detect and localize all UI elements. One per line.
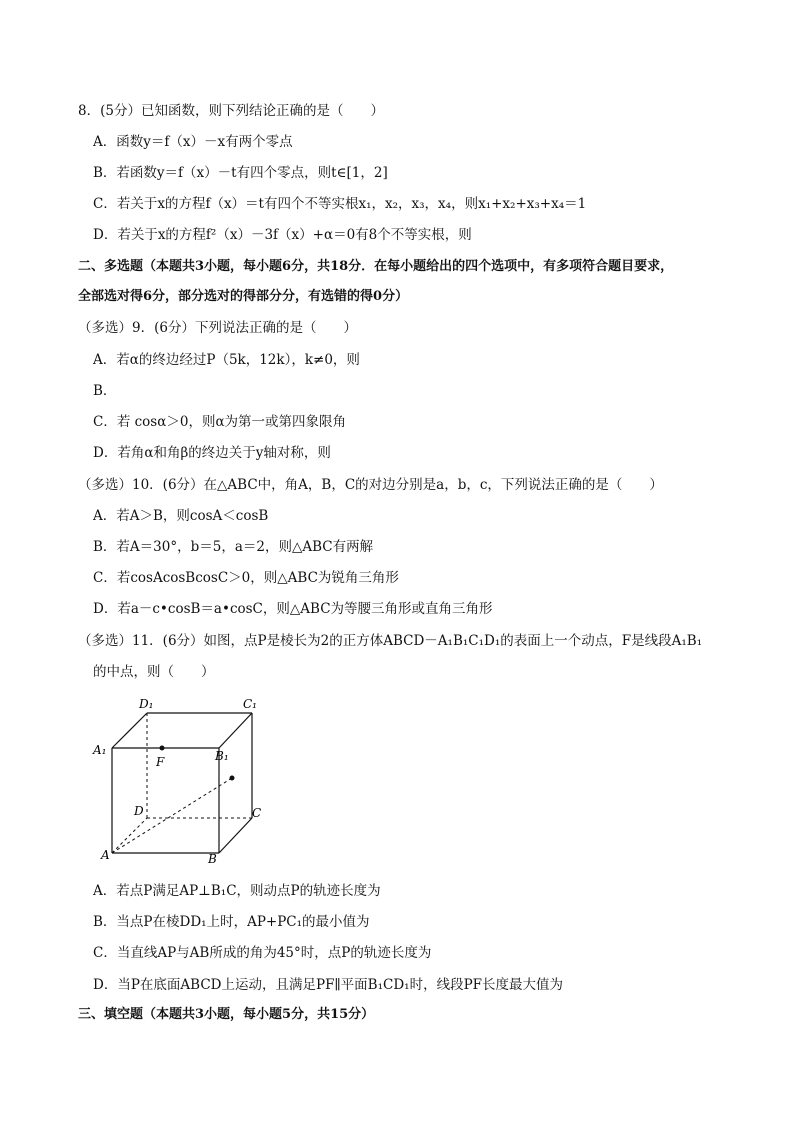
q11-stem-line-1: （多选）11．(6分）如图，点P是棱长为2的正方体ABCD－A₁B₁C₁D₁的表面上一个动点，F是线段A₁B₁ bbox=[78, 633, 703, 649]
label-f: F bbox=[156, 755, 165, 769]
label-b1: B₁ bbox=[215, 749, 229, 763]
q8-option-b: B．若函数y＝f（x）－t有四个零点，则t∈[1，2] bbox=[93, 165, 388, 181]
q11-option-a: A．若点P满足AP⊥B₁C，则动点P的轨迹长度为 bbox=[93, 883, 381, 899]
section-2-line-1: 二、多选题（本题共3小题，每小题6分，共18分．在每小题给出的四个选项中，有多项符合题目要求， bbox=[78, 259, 674, 274]
q11-stem-line-2: 的中点，则（ ） bbox=[93, 664, 215, 680]
q8-option-d: D．若关于x的方程f²（x）－3f（x）+α＝0有8个不等实根，则 bbox=[93, 227, 472, 243]
q10-stem: （多选）10．(6分）在△ABC中，角A，B，C的对边分别是a，b，c，下列说法正确的是（ ） bbox=[78, 477, 663, 493]
label-d: D bbox=[134, 804, 144, 818]
label-a: A bbox=[101, 848, 110, 862]
section-2-line-2: 全部选对得6分，部分选对的得部分分，有选错的得0分） bbox=[78, 289, 409, 304]
cube-figure bbox=[92, 688, 272, 866]
q10-option-c: C．若cosAcosBcosC＞0，则△ABC为锐角三角形 bbox=[93, 570, 399, 586]
q9-option-b: B． bbox=[93, 383, 117, 399]
q9-stem: （多选）9．(6分）下列说法正确的是（ ） bbox=[78, 320, 357, 336]
label-b: B bbox=[208, 852, 217, 866]
section-3-line-1: 三、填空题（本题共3小题，每小题5分，共15分） bbox=[78, 1007, 375, 1022]
q9-option-d: D．若角α和角β的终边关于y轴对称，则 bbox=[93, 445, 331, 461]
q8-stem: 8．(5分）已知函数，则下列结论正确的是（ ） bbox=[78, 103, 384, 119]
q11-option-c: C．当直线AP与AB所成的角为45°时，点P的轨迹长度为 bbox=[93, 945, 432, 961]
label-a1: A₁ bbox=[93, 743, 107, 757]
q10-option-d: D．若a－c•cosB＝a•cosC，则△ABC为等腰三角形或直角三角形 bbox=[93, 601, 493, 617]
label-d1: D₁ bbox=[139, 697, 154, 711]
label-c: C bbox=[252, 806, 262, 820]
q9-option-a: A．若α的终边经过P（5k，12k），k≠0，则 bbox=[93, 352, 360, 368]
label-c1: C₁ bbox=[243, 697, 257, 711]
q11-option-d: D．当P在底面ABCD上运动，且满足PF∥平面B₁CD₁时，线段PF长度最大值为 bbox=[93, 977, 564, 993]
q10-option-b: B．若A＝30°，b＝5，a＝2，则△ABC有两解 bbox=[93, 539, 374, 555]
q8-option-c: C．若关于x的方程f（x）＝t有四个不等实根x₁，x₂，x₃，x₄，则x₁+x₂+x₃+x₄＝1 bbox=[93, 196, 587, 212]
q11-option-b: B．当点P在棱DD₁上时，AP+PC₁的最小值为 bbox=[93, 914, 370, 930]
q10-option-a: A．若A＞B，则cosA＜cosB bbox=[93, 508, 269, 524]
q8-option-a: A．函数y＝f（x）－x有两个零点 bbox=[93, 134, 293, 150]
q9-option-c: C．若 cosα＞0，则α为第一或第四象限角 bbox=[93, 414, 347, 430]
